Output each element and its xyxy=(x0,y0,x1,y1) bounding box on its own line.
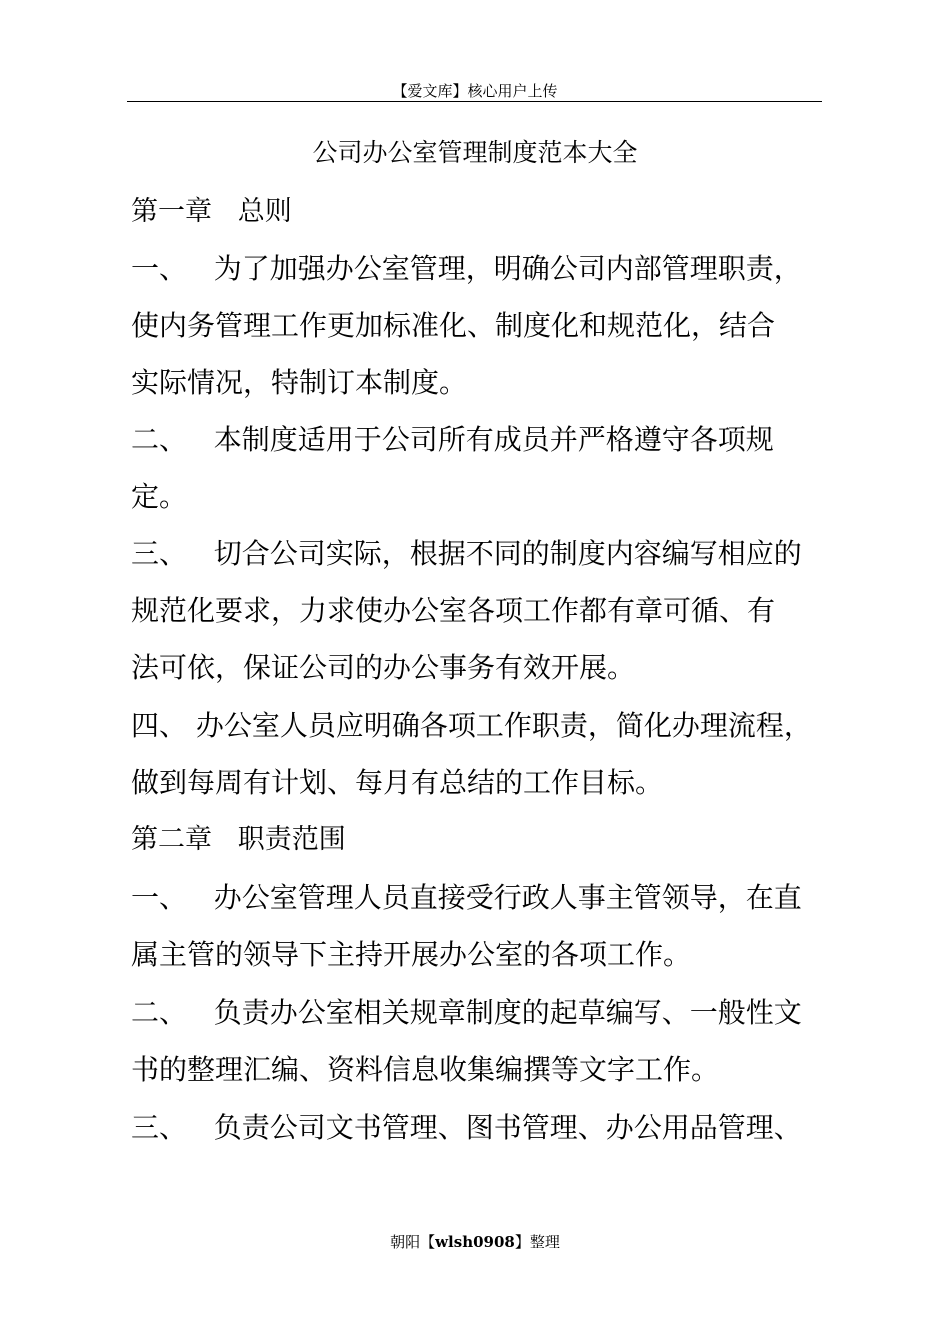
paragraph-line: 一、 为了加强办公室管理，明确公司内部管理职责， xyxy=(131,252,802,285)
chapter-heading: 第一章 总则 xyxy=(131,196,292,227)
paragraph-line: 做到每周有计划、每月有总结的工作目标。 xyxy=(131,766,664,799)
paragraph-line: 一、 办公室管理人员直接受行政人事主管领导，在直 xyxy=(131,881,802,914)
chapter-heading: 第二章 职责范围 xyxy=(131,824,346,855)
paragraph-line: 规范化要求，力求使办公室各项工作都有章可循、有 xyxy=(131,594,776,627)
paragraph-line: 二、 本制度适用于公司所有成员并严格遵守各项规 xyxy=(131,423,774,456)
paragraph-line: 四、 办公室人员应明确各项工作职责，简化办理流程， xyxy=(131,709,812,742)
paragraph-line: 三、 切合公司实际，根据不同的制度内容编写相应的 xyxy=(131,537,802,570)
document-title: 公司办公室管理制度范本大全 xyxy=(312,138,638,167)
footer-prefix: 朝阳【 xyxy=(390,1233,436,1251)
header-divider xyxy=(127,101,822,102)
paragraph-line: 使内务管理工作更加标准化、制度化和规范化，结合 xyxy=(131,309,776,342)
paragraph-line: 书的整理汇编、资料信息收集编撰等文字工作。 xyxy=(131,1053,720,1086)
page-header: 【爱文库】核心用户上传 xyxy=(392,82,558,100)
paragraph-line: 三、 负责公司文书管理、图书管理、办公用品管理、 xyxy=(131,1111,802,1144)
footer-suffix: 】整理 xyxy=(514,1233,560,1251)
footer-user-id: wlsh0908 xyxy=(435,1233,515,1251)
paragraph-line: 二、 负责办公室相关规章制度的起草编写、一般性文 xyxy=(131,996,802,1029)
paragraph-line: 定。 xyxy=(131,480,188,513)
paragraph-line: 法可依，保证公司的办公事务有效开展。 xyxy=(131,651,636,684)
paragraph-line: 属主管的领导下主持开展办公室的各项工作。 xyxy=(131,938,692,971)
paragraph-line: 实际情况，特制订本制度。 xyxy=(131,366,468,399)
page-footer xyxy=(0,1232,950,1252)
